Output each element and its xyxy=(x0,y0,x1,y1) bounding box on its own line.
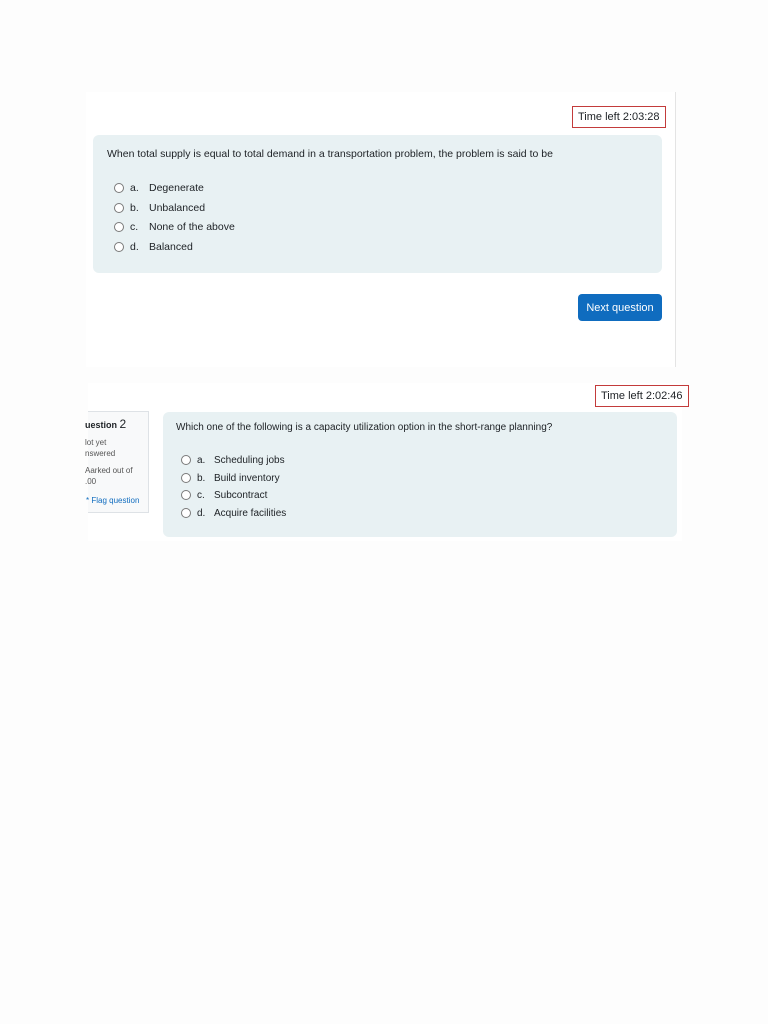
option-letter: b. xyxy=(197,472,206,484)
option-letter: d. xyxy=(197,507,206,519)
question-text: When total supply is equal to total demand in a transportation problem, the problem is said to be xyxy=(107,148,553,160)
option-label: Balanced xyxy=(149,241,193,253)
option-label: Acquire facilities xyxy=(214,507,287,519)
radio-button[interactable] xyxy=(114,242,124,252)
quiz-screenshot-1 xyxy=(86,92,676,367)
option-label: Build inventory xyxy=(214,472,280,484)
option-label: Unbalanced xyxy=(149,202,206,214)
marks-text: .00 xyxy=(85,477,97,486)
flag-question-link[interactable] xyxy=(86,496,139,505)
answer-option-b[interactable] xyxy=(114,200,205,216)
option-letter: d. xyxy=(130,241,139,253)
option-label: Subcontract xyxy=(214,489,268,501)
radio-button[interactable] xyxy=(181,490,191,500)
option-letter: a. xyxy=(197,454,206,466)
flag-label: Flag question xyxy=(91,496,140,505)
next-question-button[interactable]: Next question xyxy=(578,294,662,321)
divider xyxy=(675,92,676,367)
option-label: Scheduling jobs xyxy=(214,454,285,466)
question-box xyxy=(163,412,677,537)
marks-text: Aarked out of xyxy=(85,466,133,475)
option-letter: c. xyxy=(197,489,205,501)
status-text: lot yet xyxy=(85,438,107,447)
question-label: uestion xyxy=(85,420,118,430)
option-letter: c. xyxy=(130,221,139,233)
quiz-screenshot-2 xyxy=(85,383,683,541)
question-number: 2 xyxy=(119,417,127,431)
question-box xyxy=(93,135,662,273)
option-label: Degenerate xyxy=(149,182,204,194)
radio-button[interactable] xyxy=(114,222,124,232)
flag-icon: * xyxy=(86,496,90,505)
answer-option-c[interactable] xyxy=(181,487,267,503)
answer-option-a[interactable] xyxy=(114,180,204,196)
radio-button[interactable] xyxy=(114,183,124,193)
radio-button[interactable] xyxy=(181,473,191,483)
answer-option-d[interactable] xyxy=(114,239,193,255)
option-label: None of the above xyxy=(149,221,235,233)
answer-option-d[interactable] xyxy=(181,505,286,521)
answer-option-c[interactable] xyxy=(114,219,235,235)
question-number-heading xyxy=(85,417,126,431)
option-letter: b. xyxy=(130,202,139,214)
time-left-badge: Time left 2:03:28 xyxy=(572,106,666,128)
question-info-panel xyxy=(85,411,149,513)
option-letter: a. xyxy=(130,182,139,194)
radio-button[interactable] xyxy=(181,508,191,518)
status-text: nswered xyxy=(85,449,116,458)
radio-button[interactable] xyxy=(181,455,191,465)
answer-option-b[interactable] xyxy=(181,470,280,486)
radio-button[interactable] xyxy=(114,203,124,213)
question-text: Which one of the following is a capacity utilization option in the short-range planning? xyxy=(176,422,553,433)
time-left-badge: Time left 2:02:46 xyxy=(595,385,689,407)
answer-option-a[interactable] xyxy=(181,452,285,468)
